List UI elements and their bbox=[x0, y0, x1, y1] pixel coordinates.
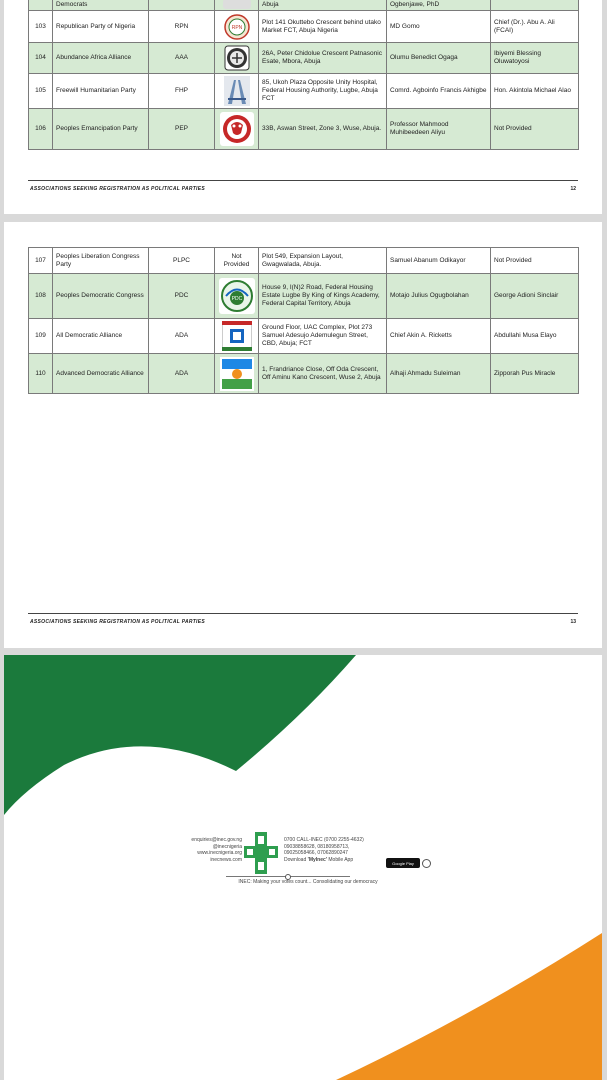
party-chairman: Alhaji Ahmadu Suleiman bbox=[387, 354, 491, 394]
party-logo-image bbox=[222, 321, 252, 351]
orange-corner-shape bbox=[336, 933, 602, 1080]
tagline: INEC: Making your votes count... Consolidating our democracy bbox=[238, 879, 378, 885]
app-name: 'MyInec' bbox=[307, 856, 327, 863]
party-name: Peoples Democratic Congress bbox=[53, 274, 149, 319]
party-chairman: Ogbenjawe, PhD bbox=[387, 0, 491, 11]
party-logo-image bbox=[219, 278, 255, 314]
party-logo-image bbox=[223, 13, 251, 41]
party-chairman: Chief Akin A. Ricketts bbox=[387, 319, 491, 354]
table-row bbox=[29, 109, 579, 150]
row-number: 110 bbox=[29, 354, 53, 394]
party-acronym: AAA bbox=[149, 43, 215, 74]
party-acronym: ADA bbox=[149, 319, 215, 354]
party-secretary: Abdullahi Musa Elayo bbox=[491, 319, 579, 354]
party-logo-placeholder: Not Provided bbox=[215, 248, 259, 274]
party-logo-image bbox=[220, 112, 254, 146]
page-number: 12 bbox=[570, 186, 576, 192]
website-link: www.inecnigeria.org bbox=[197, 850, 242, 856]
running-footer-title: ASSOCIATIONS SEEKING REGISTRATION AS POLITICAL PARTIES bbox=[30, 186, 206, 192]
party-secretary: George Adioni Sinclair bbox=[491, 274, 579, 319]
table-row bbox=[29, 43, 579, 74]
party-chairman: Olumu Benedict Ogaga bbox=[387, 43, 491, 74]
table-row bbox=[29, 248, 579, 274]
table-row bbox=[29, 354, 579, 394]
party-secretary: Not Provided bbox=[491, 248, 579, 274]
document-page-13 bbox=[4, 222, 602, 648]
party-acronym: ADA bbox=[149, 354, 215, 394]
party-acronym: PLPC bbox=[149, 248, 215, 274]
party-chairman: MD Gomo bbox=[387, 11, 491, 43]
party-acronym: FHP bbox=[149, 74, 215, 109]
party-secretary: Not Provided bbox=[491, 109, 579, 150]
row-number: 108 bbox=[29, 274, 53, 319]
registration-table bbox=[28, 0, 579, 150]
page-number: 13 bbox=[570, 619, 576, 625]
party-address: 1, Frandriance Close, Off Oda Crescent, Off Aminu Kano Crescent, Wuse 2, Abuja bbox=[259, 354, 387, 394]
party-name: Peoples Liberation Congress Party bbox=[53, 248, 149, 274]
party-address: Abuja bbox=[259, 0, 387, 11]
registration-table bbox=[28, 247, 579, 394]
cover-decoration bbox=[4, 655, 602, 1080]
table-row bbox=[29, 11, 579, 43]
google-play-label: Google Play bbox=[392, 860, 414, 866]
green-wave-shape bbox=[4, 655, 356, 815]
party-address: 33B, Aswan Street, Zone 3, Wuse, Abuja. bbox=[259, 109, 387, 150]
party-address: Plot 141 Okuttebo Crescent behind utako Market FCT, Abuja Nigeria bbox=[259, 11, 387, 43]
table-row bbox=[29, 274, 579, 319]
party-logo-image bbox=[223, 44, 251, 72]
web-links-block bbox=[164, 837, 242, 863]
twitter-handle: @inecnigeria bbox=[212, 843, 242, 850]
row-number: 109 bbox=[29, 319, 53, 354]
row-number: 106 bbox=[29, 109, 53, 150]
party-address: Ground Floor, UAC Complex, Plot 273 Samuel Adesujo Ademulegun Street, CBD, Abuja; FCT bbox=[259, 319, 387, 354]
party-address: Plot 549, Expansion Layout, Gwagwalada, Abuja. bbox=[259, 248, 387, 274]
party-chairman: Comrd. Agboinfo Francis Akhigbe bbox=[387, 74, 491, 109]
running-footer-title: ASSOCIATIONS SEEKING REGISTRATION AS POLITICAL PARTIES bbox=[30, 619, 206, 625]
party-logo-image bbox=[223, 75, 251, 107]
back-cover-page bbox=[4, 655, 602, 1080]
email-link: enquiries@inec.gov.ng bbox=[191, 837, 242, 843]
party-name: Abundance Africa Alliance bbox=[53, 43, 149, 74]
party-name: All Democratic Alliance bbox=[53, 319, 149, 354]
table-row bbox=[29, 319, 579, 354]
party-logo-image bbox=[220, 357, 254, 391]
party-chairman: Motajo Julius Ogugbolahan bbox=[387, 274, 491, 319]
party-address: 85, Ukoh Plaza Opposite Unity Hospital, Federal Housing Authority, Lugbe, Abuja FCT bbox=[259, 74, 387, 109]
call-line: 0700 CALL-INEC (0700 2255-4632) bbox=[284, 837, 364, 843]
party-name: Republican Party of Nigeria bbox=[53, 11, 149, 43]
party-name: Advanced Democratic Alliance bbox=[53, 354, 149, 394]
table-row bbox=[29, 0, 579, 11]
party-acronym: PEP bbox=[149, 109, 215, 150]
google-play-badge[interactable] bbox=[386, 858, 420, 868]
row-number: 107 bbox=[29, 248, 53, 274]
phone-line: 09025058466, 07062890247 bbox=[284, 850, 348, 856]
party-acronym: RPN bbox=[149, 11, 215, 43]
party-secretary: Chief (Dr.). Abu A. Ali (FCAI) bbox=[491, 11, 579, 43]
party-name: Peoples Emancipation Party bbox=[53, 109, 149, 150]
logo-lettering: PDC bbox=[231, 296, 242, 302]
party-acronym: PDC bbox=[149, 274, 215, 319]
party-logo-image bbox=[223, 0, 251, 9]
footer-divider bbox=[28, 180, 578, 181]
phone-line: 09038858628, 08180958713, bbox=[284, 843, 350, 850]
party-name: Democrats bbox=[53, 0, 149, 11]
app-download-prefix: Download bbox=[284, 856, 308, 863]
inec-logo-icon bbox=[244, 832, 278, 874]
party-address: House 9, I(N)2 Road, Federal Housing Estate Lugbe By King of Kings Academy, Federal Capital Territory, Abuja bbox=[259, 274, 387, 319]
footer-divider bbox=[28, 613, 578, 614]
party-address: 26A, Peter Chidolue Crescent Patnasonic Esate, Mbora, Abuja bbox=[259, 43, 387, 74]
party-chairman: Samuel Abanum Odikayor bbox=[387, 248, 491, 274]
row-number: 105 bbox=[29, 74, 53, 109]
row-number: 104 bbox=[29, 43, 53, 74]
logo-lettering: RPN bbox=[231, 24, 242, 31]
party-secretary: Hon. Akintola Michael Alao bbox=[491, 74, 579, 109]
row-number: 103 bbox=[29, 11, 53, 43]
news-link: inecnews.com bbox=[210, 856, 242, 863]
party-secretary: Ibiyemi Blessing Oluwatoyosi bbox=[491, 43, 579, 74]
party-name: Freewill Humanitarian Party bbox=[53, 74, 149, 109]
document-page-12 bbox=[4, 0, 602, 214]
app-download-suffix: Mobile App bbox=[326, 856, 354, 863]
party-chairman: Professor Mahmood Muhibeedeen Aliyu bbox=[387, 109, 491, 150]
app-store-icon[interactable] bbox=[422, 859, 431, 868]
party-secretary: Zipporah Pus Miracle bbox=[491, 354, 579, 394]
table-row bbox=[29, 74, 579, 109]
